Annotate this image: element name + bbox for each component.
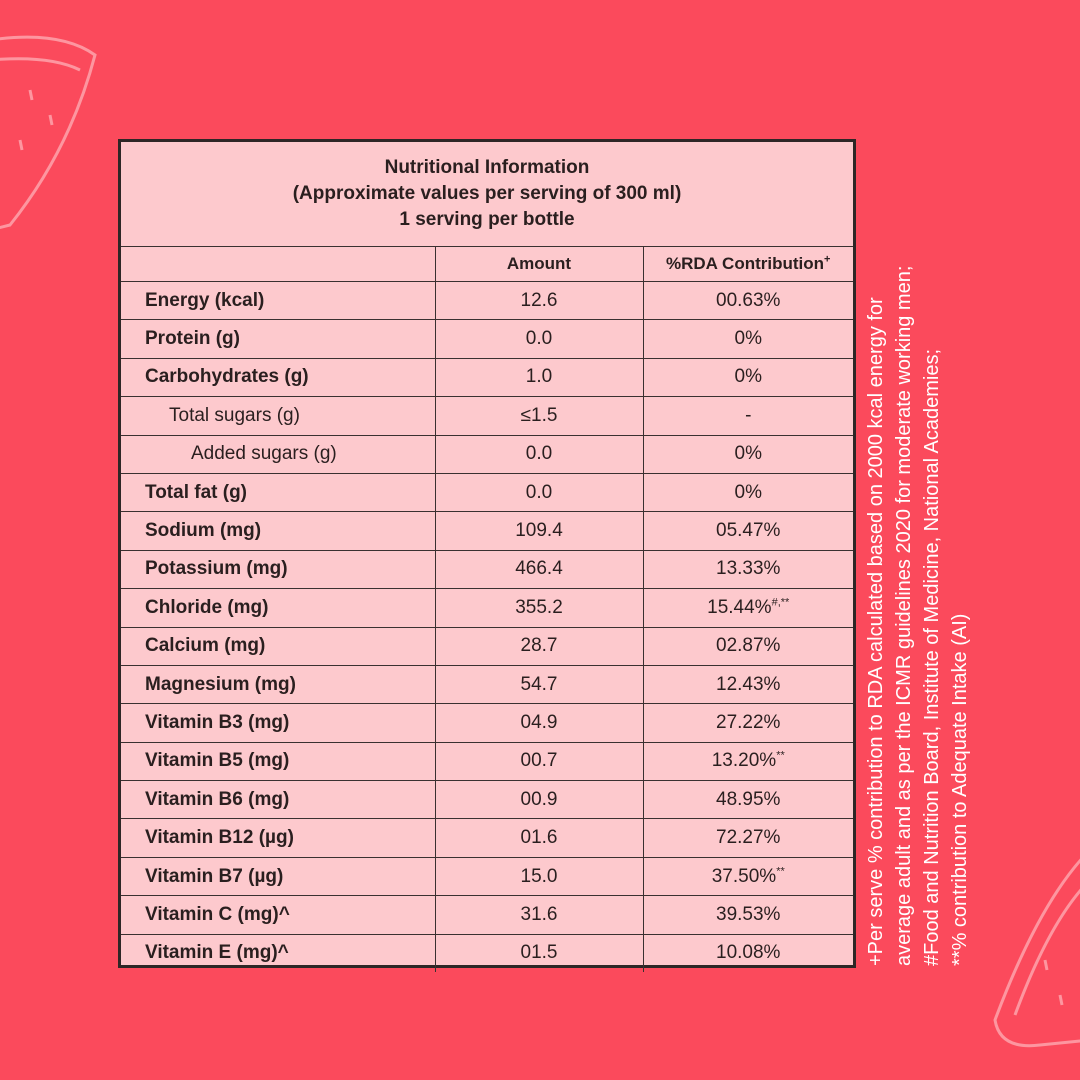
table-row: [121, 550, 853, 588]
rda-footnote-marker: **: [776, 865, 785, 878]
nutrient-name: Chloride (mg): [121, 589, 435, 627]
table-row: [121, 857, 853, 895]
footnotes: [862, 166, 982, 966]
table-row: [121, 512, 853, 550]
table-row: [121, 435, 853, 473]
table-row: [121, 473, 853, 511]
nutrient-amount: 31.6: [435, 896, 643, 934]
footnote-line-1: +Per serve % contribution to RDA calculated based on 2000 kcal energy for: [865, 297, 887, 966]
table-row: [121, 320, 853, 358]
nutrient-name: Energy (kcal): [121, 282, 435, 320]
table-row: [121, 589, 853, 627]
nutrient-amount: 466.4: [435, 550, 643, 588]
rda-footnote-marker: #,**: [771, 596, 790, 609]
nutrient-name: Added sugars (g): [121, 435, 435, 473]
nutrient-rda: [643, 435, 853, 473]
footnote-line-2: average adult and as per the ICMR guidelines 2020 for moderate working men;: [893, 265, 915, 966]
rda-value: 72.27%: [716, 827, 781, 849]
header-amount: Amount: [435, 247, 643, 282]
nutrient-amount: 0.0: [435, 473, 643, 511]
nutrient-amount: 355.2: [435, 589, 643, 627]
nutrient-name: Sodium (mg): [121, 512, 435, 550]
rda-value: 0%: [734, 328, 762, 350]
nutrient-name: Magnesium (mg): [121, 665, 435, 703]
rda-value: 0%: [734, 443, 762, 465]
nutrient-name: Vitamin C (mg)^: [121, 896, 435, 934]
nutrient-amount: 12.6: [435, 282, 643, 320]
nutrient-rda: [643, 627, 853, 665]
nutrient-amount: 01.6: [435, 819, 643, 857]
nutrition-panel: [118, 139, 856, 968]
header-rda-label: %RDA Contribution: [666, 254, 825, 273]
rda-value: 0%: [734, 481, 762, 503]
nutrient-amount: 01.5: [435, 934, 643, 972]
nutrient-rda: [643, 704, 853, 742]
nutrient-rda: [643, 896, 853, 934]
rda-value: 05.47%: [716, 520, 781, 542]
table-row: [121, 282, 853, 320]
nutrient-rda: [643, 781, 853, 819]
table-row: [121, 896, 853, 934]
rda-value: 02.87%: [716, 635, 781, 657]
nutrient-rda: [643, 857, 853, 895]
table-row: [121, 742, 853, 780]
nutrient-name: Vitamin B12 (µg): [121, 819, 435, 857]
nutrient-name: Calcium (mg): [121, 627, 435, 665]
nutrient-name: Vitamin B5 (mg): [121, 742, 435, 780]
title-line-3: 1 serving per bottle: [399, 209, 575, 230]
nutrient-name: Vitamin B3 (mg): [121, 704, 435, 742]
nutrient-name: Vitamin E (mg)^: [121, 934, 435, 972]
table-row: [121, 781, 853, 819]
nutrient-name: Potassium (mg): [121, 550, 435, 588]
rda-value: 39.53%: [716, 903, 781, 925]
nutrient-rda: [643, 742, 853, 780]
rda-value: 13.20%: [711, 750, 777, 772]
nutrient-amount: ≤1.5: [435, 397, 643, 435]
nutrient-rda: [643, 320, 853, 358]
title-line-2: (Approximate values per serving of 300 ml): [292, 183, 682, 204]
rda-value: 13.33%: [716, 558, 781, 580]
table-header-row: [121, 247, 853, 282]
panel-title: [121, 142, 853, 247]
table-row: [121, 934, 853, 972]
table-row: [121, 819, 853, 857]
nutrition-table: [121, 247, 853, 972]
table-row: [121, 665, 853, 703]
nutrient-name: Total fat (g): [121, 473, 435, 511]
rda-value: 00.63%: [716, 289, 781, 311]
watermelon-slice-icon: [995, 850, 1080, 1046]
table-row: [121, 627, 853, 665]
nutrient-rda: [643, 589, 853, 627]
header-rda: [643, 247, 853, 282]
nutrient-name: Total sugars (g): [121, 397, 435, 435]
nutrient-amount: 0.0: [435, 320, 643, 358]
nutrient-rda: [643, 934, 853, 972]
rda-value: 12.43%: [716, 673, 781, 695]
nutrient-rda: [643, 358, 853, 396]
nutrient-amount: 00.7: [435, 742, 643, 780]
nutrient-rda: [643, 550, 853, 588]
table-row: [121, 358, 853, 396]
nutrient-amount: 15.0: [435, 857, 643, 895]
nutrient-rda: [643, 665, 853, 703]
nutrient-rda: [643, 819, 853, 857]
header-rda-sup: +: [824, 253, 831, 266]
nutrient-rda: [643, 282, 853, 320]
rda-value: 0%: [734, 366, 762, 388]
nutrient-amount: 28.7: [435, 627, 643, 665]
rda-value: 15.44%: [707, 596, 772, 618]
rda-footnote-marker: **: [776, 750, 785, 763]
watermelon-slice-icon: [0, 37, 95, 230]
nutrient-amount: 1.0: [435, 358, 643, 396]
footnote-line-4: **% contribution to Adequate Intake (AI): [949, 613, 971, 966]
nutrient-amount: 0.0: [435, 435, 643, 473]
rda-value: 10.08%: [716, 942, 781, 964]
table-row: [121, 397, 853, 435]
nutrient-rda: [643, 473, 853, 511]
nutrient-rda: [643, 512, 853, 550]
footnote-line-3: #Food and Nutrition Board, Institute of Medicine, National Academies;: [921, 348, 943, 966]
rda-value: -: [745, 404, 752, 426]
nutrient-amount: 109.4: [435, 512, 643, 550]
nutrient-rda: [643, 397, 853, 435]
nutrient-name: Protein (g): [121, 320, 435, 358]
title-line-1: Nutritional Information: [384, 157, 590, 178]
nutrient-name: Carbohydrates (g): [121, 358, 435, 396]
nutrient-name: Vitamin B6 (mg): [121, 781, 435, 819]
nutrient-amount: 54.7: [435, 665, 643, 703]
nutrient-amount: 00.9: [435, 781, 643, 819]
table-row: [121, 704, 853, 742]
rda-value: 37.50%: [711, 865, 777, 887]
header-nutrient: [121, 247, 435, 282]
rda-value: 48.95%: [716, 788, 781, 810]
nutrient-amount: 04.9: [435, 704, 643, 742]
nutrient-name: Vitamin B7 (µg): [121, 857, 435, 895]
rda-value: 27.22%: [716, 711, 781, 733]
